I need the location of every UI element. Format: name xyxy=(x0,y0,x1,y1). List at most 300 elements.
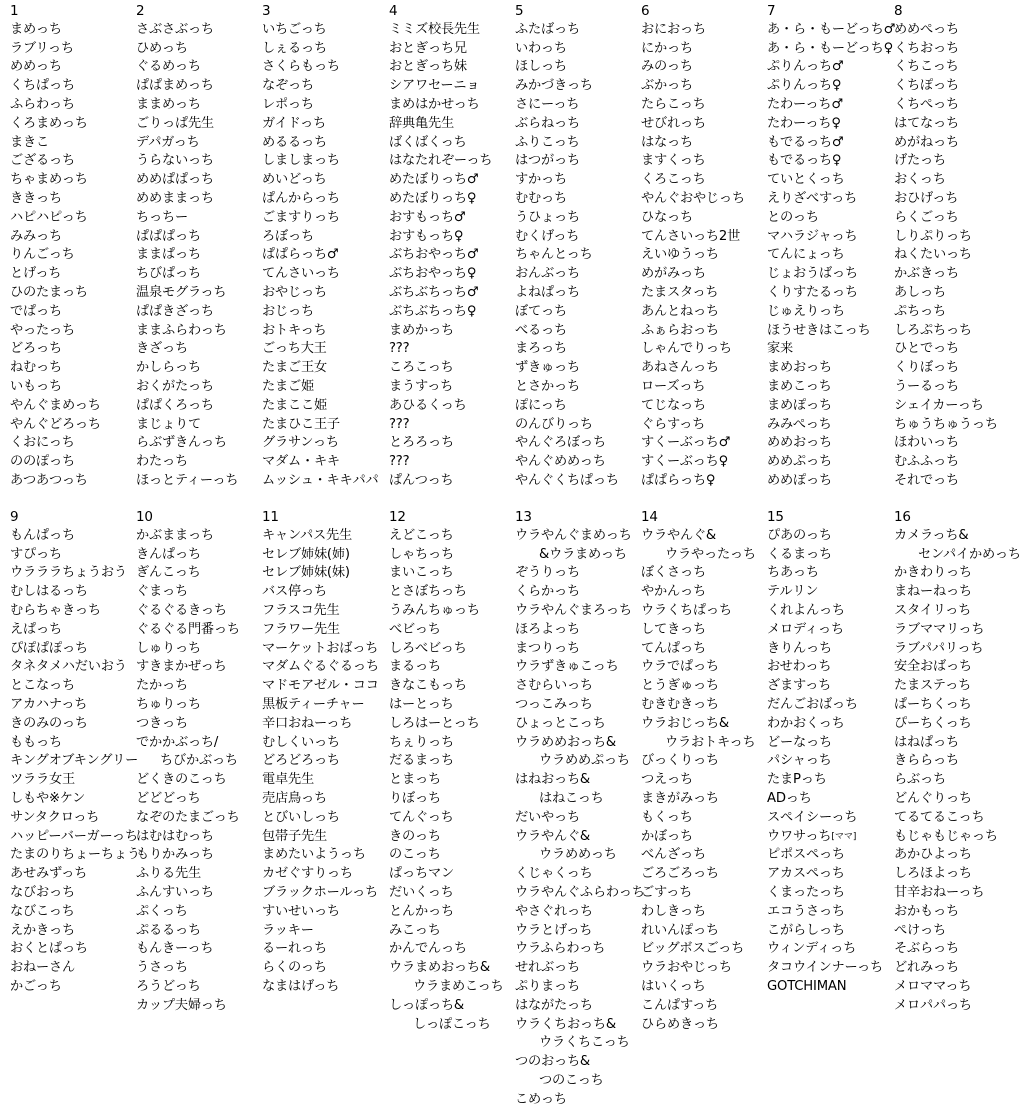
item-name: ぱぱくろっち xyxy=(136,397,214,413)
item-name: はなっち xyxy=(641,134,693,150)
list-item xyxy=(894,621,1021,640)
item-name: かぼっち xyxy=(641,828,693,844)
item-name: 辛口おねーっち xyxy=(262,715,353,731)
list-item xyxy=(894,959,1021,978)
list-item xyxy=(10,190,101,209)
list-item xyxy=(136,809,240,828)
item-name: おにおっち xyxy=(641,21,706,37)
item-name: 安全おばっち xyxy=(894,659,972,675)
item-name: ひとでっち xyxy=(894,341,959,357)
list-item xyxy=(641,884,756,903)
item-name: ウラまめおっち& xyxy=(389,960,490,976)
item-name: ぶらねっち xyxy=(515,115,580,131)
item-name: ふんすいっち xyxy=(136,884,214,900)
item-name: ぷりんっち♂ xyxy=(767,59,844,75)
list-item xyxy=(767,922,883,941)
item-name: しゃちっち xyxy=(389,546,454,562)
list-item xyxy=(641,96,745,115)
list-item xyxy=(136,790,240,809)
item-name: ていとくっち xyxy=(767,172,845,188)
item-name: てるてるこっち xyxy=(894,809,985,825)
list-item xyxy=(515,228,619,247)
list-item xyxy=(136,959,240,978)
item-name: わたっち xyxy=(136,454,188,470)
list-item xyxy=(641,715,756,734)
item-name: ろうどっち xyxy=(136,978,201,994)
item-name: ウィンディっち xyxy=(767,941,857,957)
item-name: ウラやんぐ& xyxy=(641,527,717,543)
item-name: めめおっち xyxy=(767,435,832,451)
list-item xyxy=(767,322,895,341)
item-name: まきこ xyxy=(10,134,49,150)
list-item xyxy=(641,828,756,847)
list-item xyxy=(389,115,492,134)
list-item xyxy=(389,228,492,247)
item-name: はなたれぞーっち xyxy=(389,153,493,169)
column-number: 14 xyxy=(641,509,658,525)
list-item xyxy=(389,696,504,715)
item-name: ほうせきはこっち xyxy=(767,322,871,338)
item-name: きんぱっち xyxy=(136,546,201,562)
list-item xyxy=(641,246,745,265)
list-item xyxy=(389,453,492,472)
list-item xyxy=(515,190,619,209)
list-item xyxy=(641,527,756,546)
item-name: くろまめっち xyxy=(10,115,88,131)
list-item xyxy=(389,734,504,753)
list-item xyxy=(894,434,998,453)
item-name: たまひこ王子 xyxy=(262,416,340,432)
item-name: 甘辛おねーっち xyxy=(894,884,985,900)
list-item xyxy=(515,715,645,734)
item-name: でかかぶっち/ xyxy=(136,734,219,750)
item-name: タコウインナーっち xyxy=(767,960,883,976)
list-item xyxy=(894,284,998,303)
item-name: おひげっち xyxy=(894,190,959,206)
list-item xyxy=(10,865,140,884)
list-item xyxy=(894,265,998,284)
list-item xyxy=(136,265,238,284)
list-item xyxy=(894,771,1021,790)
item-name: タネタメハだいおう xyxy=(10,659,127,675)
list-item xyxy=(641,959,756,978)
item-name: まつりっち xyxy=(515,640,580,656)
item-name: すくーぶっち♂ xyxy=(641,435,731,451)
list-item xyxy=(136,378,238,397)
item-name: ひめっち xyxy=(136,40,188,56)
item-name: たまステっち xyxy=(894,678,972,694)
list-item xyxy=(894,846,1021,865)
item-name: えどこっち xyxy=(389,527,454,543)
list-item xyxy=(515,790,645,809)
item-name: めたぼりっち♂ xyxy=(389,172,479,188)
list-item xyxy=(767,152,895,171)
item-name: むむっち xyxy=(515,190,567,206)
list-item xyxy=(10,359,101,378)
list-item xyxy=(136,677,240,696)
list-item xyxy=(136,640,240,659)
list-item xyxy=(641,322,745,341)
list-item xyxy=(894,397,998,416)
item-name: くりすたるっち xyxy=(767,284,858,300)
list-item xyxy=(515,303,619,322)
list-item xyxy=(389,828,504,847)
list-item xyxy=(641,640,756,659)
item-name: てんぱっち xyxy=(641,640,706,656)
list-item xyxy=(262,940,379,959)
item-name: よねぱっち xyxy=(515,284,580,300)
item-name: ぐらすっち xyxy=(641,416,706,432)
item-name: まじょりて xyxy=(136,416,201,432)
list-item xyxy=(515,583,645,602)
list-item xyxy=(641,209,745,228)
item-name: やんぐろぼっち xyxy=(515,435,606,451)
item-name: じゅえりっち xyxy=(767,303,845,319)
item-name: パシャっち xyxy=(767,753,832,769)
list-item xyxy=(767,472,895,491)
item-name: たまご王女 xyxy=(262,360,327,376)
list-item xyxy=(136,209,238,228)
list-item xyxy=(136,884,240,903)
list-item xyxy=(262,152,379,171)
item-name: あ・ら・もーどっち♂ xyxy=(767,21,896,37)
list-item xyxy=(515,602,645,621)
item-name: りぼっち xyxy=(389,790,441,806)
item-name: ビッグボスごっち xyxy=(641,941,745,957)
list-item xyxy=(10,397,101,416)
list-item xyxy=(641,228,745,247)
list-item xyxy=(10,790,140,809)
list-item xyxy=(136,546,240,565)
list-item xyxy=(262,677,379,696)
list-item xyxy=(262,546,379,565)
list-item xyxy=(515,771,645,790)
list-item xyxy=(767,940,883,959)
item-name: ふたばっち xyxy=(515,21,580,37)
list-item xyxy=(641,734,756,753)
list-item xyxy=(389,865,504,884)
item-name: つっこみっち xyxy=(515,696,593,712)
list-item xyxy=(262,809,379,828)
column-number: 3 xyxy=(262,3,271,19)
item-name: ウラまめこっち xyxy=(413,978,504,994)
column-16 xyxy=(894,508,1021,1016)
list-item xyxy=(894,997,1021,1016)
item-name: ウラとげっち xyxy=(515,922,593,938)
list-item xyxy=(767,602,883,621)
item-name: ござるっち xyxy=(10,153,75,169)
item-name: かごっち xyxy=(10,978,62,994)
item-name: えぱっち xyxy=(10,621,62,637)
item-name: かきわりっち xyxy=(894,565,972,581)
column-number: 9 xyxy=(10,509,19,525)
list-item xyxy=(641,40,745,59)
list-item xyxy=(641,865,756,884)
item-name: マダムぐるぐるっち xyxy=(262,659,379,675)
item-name: やんぐおやじっち xyxy=(641,190,745,206)
list-item xyxy=(262,734,379,753)
item-name: ラブママリっち xyxy=(894,621,985,637)
item-name: めめぽっち xyxy=(767,472,832,488)
list-item xyxy=(389,171,492,190)
list-item xyxy=(894,246,998,265)
list-item xyxy=(10,40,101,59)
item-name: まきがみっち xyxy=(641,790,719,806)
item-name: きりんっち xyxy=(767,640,832,656)
item-name: あ・ら・もーどっち♀ xyxy=(767,40,894,56)
list-item xyxy=(389,978,504,997)
list-item xyxy=(136,303,238,322)
item-name: ??? xyxy=(389,416,410,432)
list-item xyxy=(389,58,492,77)
list-item xyxy=(389,658,504,677)
list-item xyxy=(262,564,379,583)
item-name: シアワセーニョ xyxy=(389,78,480,94)
list-item xyxy=(767,58,895,77)
item-name: カメラっち& xyxy=(894,527,969,543)
list-item xyxy=(10,658,140,677)
item-name: ぴあのっち xyxy=(767,527,832,543)
list-item xyxy=(389,1016,504,1035)
item-name: ごろごろっち xyxy=(641,866,719,882)
list-item xyxy=(515,322,619,341)
item-name: らくのっち xyxy=(262,960,327,976)
list-item xyxy=(136,340,238,359)
list-item xyxy=(515,564,645,583)
item-name: おすもっち♀ xyxy=(389,228,464,244)
item-name: うさっち xyxy=(136,960,188,976)
item-name: はねぱっち xyxy=(894,734,959,750)
list-item xyxy=(10,284,101,303)
item-name: しぇるっち xyxy=(262,40,327,56)
list-item xyxy=(641,190,745,209)
item-name: キャンパス先生 xyxy=(262,527,352,543)
list-item xyxy=(262,40,379,59)
item-name: どろっち xyxy=(10,341,62,357)
list-item xyxy=(894,190,998,209)
list-item xyxy=(894,209,998,228)
item-name: やんぐくちぱっち xyxy=(515,472,619,488)
list-item xyxy=(894,340,998,359)
list-item xyxy=(767,209,895,228)
item-name: かぶままっち xyxy=(136,527,214,543)
item-name: セレブ姉妹(姉) xyxy=(262,546,350,562)
list-item xyxy=(389,846,504,865)
list-item xyxy=(262,96,379,115)
column-6 xyxy=(641,2,745,491)
item-name: しろぷちっち xyxy=(894,322,972,338)
item-name: くちこっち xyxy=(894,59,959,75)
list-item xyxy=(515,453,619,472)
item-name: さくらもっち xyxy=(262,59,340,75)
list-item xyxy=(389,527,504,546)
item-name: もでるっち♀ xyxy=(767,153,842,169)
item-name: やさぐれっち xyxy=(515,903,593,919)
item-name: まめぽっち xyxy=(767,397,832,413)
list-item xyxy=(767,715,883,734)
list-item xyxy=(389,771,504,790)
item-name: ひょっとこっち xyxy=(515,715,606,731)
list-item xyxy=(767,265,895,284)
list-item xyxy=(10,115,101,134)
item-name: しろべビっち xyxy=(389,640,467,656)
list-item xyxy=(389,940,504,959)
list-item xyxy=(262,284,379,303)
item-name: おんぶっち xyxy=(515,266,580,282)
item-name: しゅりっち xyxy=(136,640,201,656)
list-item xyxy=(767,884,883,903)
item-name: とのっち xyxy=(767,209,819,225)
item-name: フラスコ先生 xyxy=(262,602,340,618)
item-name: なまはげっち xyxy=(262,978,340,994)
list-item xyxy=(136,865,240,884)
list-item xyxy=(136,453,238,472)
item-name: ウラおじっち& xyxy=(641,715,730,731)
list-item xyxy=(894,903,1021,922)
list-item xyxy=(894,228,998,247)
item-name: だいやっち xyxy=(515,809,580,825)
item-name: ほわいっち xyxy=(894,435,959,451)
list-item xyxy=(767,115,895,134)
list-item xyxy=(767,77,895,96)
item-name: はつがっち xyxy=(515,153,580,169)
list-item xyxy=(136,564,240,583)
list-item xyxy=(136,397,238,416)
item-name: とびいしっち xyxy=(262,809,340,825)
list-item xyxy=(767,978,883,997)
item-name: もくっち xyxy=(641,809,693,825)
list-item xyxy=(136,583,240,602)
list-item xyxy=(894,922,1021,941)
list-item xyxy=(10,696,140,715)
list-item xyxy=(515,359,619,378)
item-name: ひのたまっち xyxy=(10,284,88,300)
list-item xyxy=(894,152,998,171)
item-name: とげっち xyxy=(10,266,62,282)
item-name: にかっち xyxy=(641,40,693,56)
list-item xyxy=(641,152,745,171)
list-item xyxy=(136,922,240,941)
list-item xyxy=(515,922,645,941)
list-item xyxy=(641,472,745,491)
column-7 xyxy=(767,2,895,491)
item-name: ウラくちぱっち xyxy=(641,602,732,618)
item-name: くちぺっち xyxy=(894,96,959,112)
list-item xyxy=(10,416,101,435)
list-item xyxy=(389,209,492,228)
list-item xyxy=(515,265,619,284)
list-item xyxy=(10,434,101,453)
list-item xyxy=(515,77,619,96)
list-item xyxy=(10,527,140,546)
item-name: ぴぽぱぽっち xyxy=(10,640,88,656)
list-item xyxy=(894,359,998,378)
item-name: のこっち xyxy=(389,847,441,863)
list-item xyxy=(10,734,140,753)
item-name: さぶさぶっち xyxy=(136,21,214,37)
list-item xyxy=(894,865,1021,884)
item-name: くまったっち xyxy=(767,884,845,900)
list-item xyxy=(136,359,238,378)
item-name: むらちゃきっち xyxy=(10,602,101,618)
item-name: マドモアゼル・ココ xyxy=(262,678,379,694)
list-item xyxy=(10,978,140,997)
list-item xyxy=(515,752,645,771)
column-11 xyxy=(262,508,379,997)
list-item xyxy=(515,416,619,435)
item-name: めいどっち xyxy=(262,172,327,188)
item-name: やかんっち xyxy=(641,584,706,600)
list-item xyxy=(767,171,895,190)
item-name: すいせいっち xyxy=(262,903,340,919)
item-name: くちぽっち xyxy=(894,78,959,94)
list-item xyxy=(10,903,140,922)
list-item xyxy=(262,265,379,284)
list-item xyxy=(894,602,1021,621)
item-name: だいくっち xyxy=(389,884,454,900)
list-item xyxy=(894,546,1021,565)
item-name: カップ夫婦っち xyxy=(136,997,227,1013)
list-item xyxy=(515,378,619,397)
item-name: ウラララちょうおう xyxy=(10,565,127,581)
item-name: おじっち xyxy=(262,303,314,319)
item-name: ウラくちおっち& xyxy=(515,1016,616,1032)
list-item xyxy=(894,115,998,134)
list-item xyxy=(389,903,504,922)
item-name: 家来 xyxy=(767,341,793,357)
list-item xyxy=(10,96,101,115)
item-name: そぶらっち xyxy=(894,941,959,957)
item-name: たわーっち♂ xyxy=(767,96,844,112)
list-item xyxy=(894,564,1021,583)
column-4 xyxy=(389,2,492,491)
column-number: 4 xyxy=(389,3,398,19)
list-item xyxy=(389,77,492,96)
list-item xyxy=(10,846,140,865)
list-item xyxy=(894,752,1021,771)
item-name: みかづきっち xyxy=(515,78,593,94)
item-name: あねさんっち xyxy=(641,360,719,376)
list-item xyxy=(641,453,745,472)
item-name: ぱーちくっち xyxy=(894,696,972,712)
item-name: たまスタっち xyxy=(641,284,719,300)
list-item xyxy=(262,58,379,77)
list-item xyxy=(10,453,101,472)
item-name: まめおっち xyxy=(767,360,832,376)
item-name: まめこっち xyxy=(767,378,832,394)
item-name: どれみっち xyxy=(894,960,959,976)
item-name: エコうさっち xyxy=(767,903,845,919)
list-item xyxy=(515,828,645,847)
item-name: 売店鳥っち xyxy=(262,790,327,806)
item-name: くれよんっち xyxy=(767,602,845,618)
item-name: きざっち xyxy=(136,341,188,357)
item-name: グラサンっち xyxy=(262,435,339,451)
list-item xyxy=(262,453,379,472)
item-name: まめかっち xyxy=(389,322,454,338)
list-item xyxy=(262,190,379,209)
list-item xyxy=(515,21,619,40)
list-item xyxy=(262,640,379,659)
item-name: まうすっち xyxy=(389,378,454,394)
item-name: めたぼりっち♀ xyxy=(389,190,477,206)
list-item xyxy=(136,527,240,546)
list-item xyxy=(515,472,619,491)
item-name: ウラおやじっち xyxy=(641,960,732,976)
item-name: ますくっち xyxy=(641,153,706,169)
list-item xyxy=(136,940,240,959)
item-name: うーるっち xyxy=(894,378,959,394)
